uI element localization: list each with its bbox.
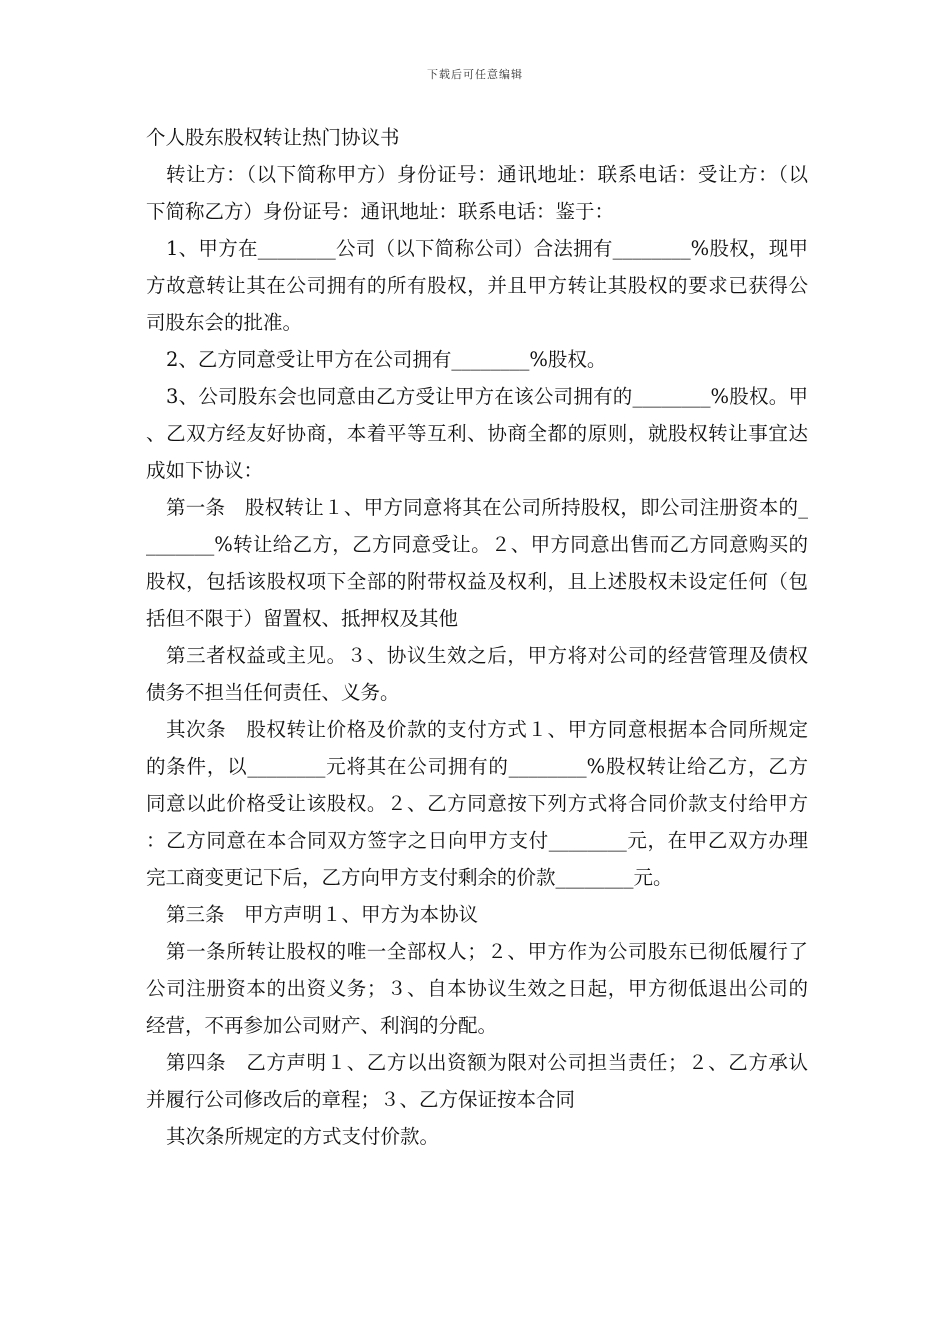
paragraph-article-2: 其次条 股权转让价格及价款的支付方式１、甲方同意根据本合同所规定的条件，以________元将其在公司拥有的________%股权转让给乙方，乙方同意以此价格受让该股权。２、乙方同意按下列方式将合同价款支付给甲方：乙方同意在本合同双方签字之日向甲方支付________元，在甲乙双方办理完工商变更记下后，乙方向甲方支付剩余的价款________元。: [146, 718, 808, 889]
paragraph-article-3-cont: 第一条所转让股权的唯一全部权人；２、甲方作为公司股东已彻低履行了公司注册资本的出资义务；３、自本协议生效之日起，甲方彻低退出公司的经营，不再参加公司财产、利润的分配。: [146, 940, 808, 1037]
paragraph-article-1-cont: 第三者权益或主见。３、协议生效之后，甲方将对公司的经营管理及债权债务不担当任何责任、义务。: [146, 644, 808, 704]
paragraph-parties: 转让方：（以下简称甲方）身份证号：通讯地址：联系电话：受让方：（以下简称乙方）身份证号：通讯地址：联系电话：鉴于：: [146, 163, 808, 223]
document-body: [146, 119, 808, 1155]
paragraph-article-1: 第一条 股权转让１、甲方同意将其在公司所持股权，即公司注册资本的________%转让给乙方，乙方同意受让。２、甲方同意出售而乙方同意购买的股权，包括该股权项下全部的附带权益及权利，且上述股权未设定任何（包括但不限于）留置权、抵押权及其他: [146, 496, 808, 630]
paragraph-recital-3: 3、公司股东会也同意由乙方受让甲方在该公司拥有的________%股权。甲、乙双方经友好协商，本着平等互利、协商全都的原则，就股权转让事宜达成如下协议：: [146, 385, 808, 482]
paragraph-recital-2: 2、乙方同意受让甲方在公司拥有________%股权。: [166, 348, 607, 371]
document-title: 个人股东股权转让热门协议书: [146, 126, 400, 149]
paragraph-recital-1: 1、甲方在________公司（以下简称公司）合法拥有________%股权，现甲方故意转让其在公司拥有的所有股权，并且甲方转让其股权的要求已获得公司股东会的批准。: [146, 237, 808, 334]
paragraph-article-3: 第三条 甲方声明１、甲方为本协议: [166, 903, 479, 926]
header-note: 下载后可任意编辑: [427, 68, 523, 81]
paragraph-article-4: 第四条 乙方声明１、乙方以出资额为限对公司担当责任；２、乙方承认并履行公司修改后的章程；３、乙方保证按本合同: [146, 1051, 808, 1111]
paragraph-article-4-cont: 其次条所规定的方式支付价款。: [166, 1125, 440, 1148]
